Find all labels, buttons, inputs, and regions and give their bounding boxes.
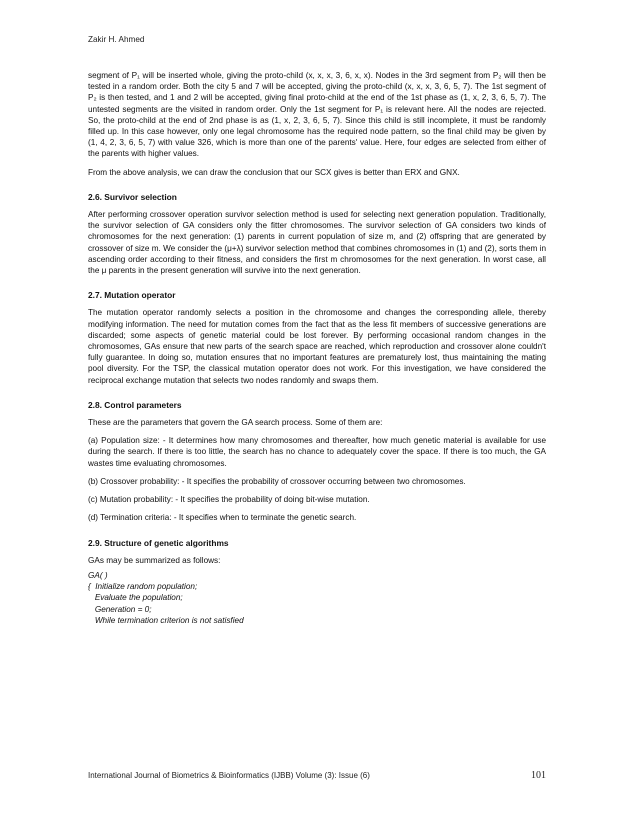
pseudocode-block (88, 570, 546, 626)
control-item-termination-criteria: (d) Termination criteria: - It specifies when to terminate the genetic search. (88, 513, 357, 523)
section-heading-mutation-operator: 2.7. Mutation operator (88, 290, 176, 301)
mutation-paragraph: The mutation operator randomly selects a position in the chromosome and changes the corresponding allele, thereby modifying information. The need for mutation comes from the fact that as the less fit members of successive generations are discarded; some aspects of genetic material could be lost forever. By performing occasional random changes in the chromosomes, GAs ensure that new parts of the search space are reached, which reproduction and crossover alone couldn't fully guarantee. In doing so, mutation ensures that no important features are prematurely lost, thus maintaining the mating pool diversity. For the TSP, the classical mutation operator does not work. For this investigation, we have considered the reciprocal exchange mutation that selects two nodes randomly and swaps them. (88, 308, 546, 385)
pseudocode-line: GA( ) (88, 570, 108, 580)
page-number: 101 (531, 770, 546, 781)
pseudocode-line: Generation = 0; (88, 604, 152, 614)
control-item-population-size: (a) Population size: - It determines how many chromosomes and thereafter, how much genetic material is available for use during the search. If there is too little, the search has no chance to adequately cover the space. If there is too much, the GA wastes time evaluating chromosomes. (88, 436, 546, 468)
structure-intro: GAs may be summarized as follows: (88, 555, 221, 565)
control-intro: These are the parameters that govern the GA search process. Some of them are: (88, 418, 383, 428)
page-footer (88, 771, 546, 780)
running-header-author: Zakir H. Ahmed (88, 35, 145, 44)
pseudocode-line: Evaluate the population; (88, 593, 183, 603)
control-item-crossover-probability: (b) Crossover probability: - It specifies the probability of crossover occurring between two chromosomes. (88, 476, 466, 486)
section-heading-control-parameters: 2.8. Control parameters (88, 399, 182, 410)
section-heading-ga-structure: 2.9. Structure of genetic algorithms (88, 537, 229, 548)
survivor-paragraph: After performing crossover operation survivor selection method is used for selecting next generation population. Traditionally, the survivor selection of GA considers only the fitter chromosomes. The survivor selection of GA considers two kinds of chromosomes for the next generation: (1) parents in current population of size m, and (2) offspring that are generated by crossover of size m. We consider the (μ+λ) survivor selection method that combines chromosomes in (1) and (2), sorts them in ascending order according to their fitness, and considers the first m chromosomes for the next generation. In worst case, all the μ parents in the present generation will survive into the next generation. (88, 210, 547, 276)
pseudocode-line: { Initialize random population; (88, 582, 198, 592)
section-heading-survivor-selection: 2.6. Survivor selection (88, 191, 177, 202)
control-item-mutation-probability: (c) Mutation probability: - It specifies the probability of doing bit-wise mutation. (88, 495, 370, 505)
intro-paragraph-1: segment of P₁ will be inserted whole, giving the proto-child (x, x, x, 3, 6, x, x). Nodes in the 3rd segment from P₂ will then be tested in a random order. Both the city 5 and 7 will be accepted, giving the proto-child (x, x, x, 3, 6, 5, 7). The 1st segment of P₂ is then tested, and 1 and 2 will be accepted, giving final proto-child at the end of the 1st phase as (1, x, 2, 3, 6, 5, 7). The untested segments are the visited in random order. Only the 1st segment for P₁ is relevant here. All the nodes are rejected. So, the proto-child at the end of 2nd phase is as (1, x, 2, 3, 6, 5, 7). Since this child is still incomplete, it must be randomly filled up. In this case however, only one legal chromosome has the required node pattern, so the final child may be given by (1, 4, 2, 3, 6, 5, 7) with value 326, which is more than one of the parents' value. Here, four edges are selected from either of the parents with higher values. (88, 71, 546, 159)
journal-citation: International Journal of Biometrics & Bioinformatics (IJBB) Volume (3): Issue (6) (88, 771, 370, 780)
page-body (88, 70, 546, 626)
intro-paragraph-2: From the above analysis, we can draw the conclusion that our SCX gives is better than ERX and GNX. (88, 167, 460, 177)
pseudocode-line: While termination criterion is not satisfied (88, 615, 244, 625)
